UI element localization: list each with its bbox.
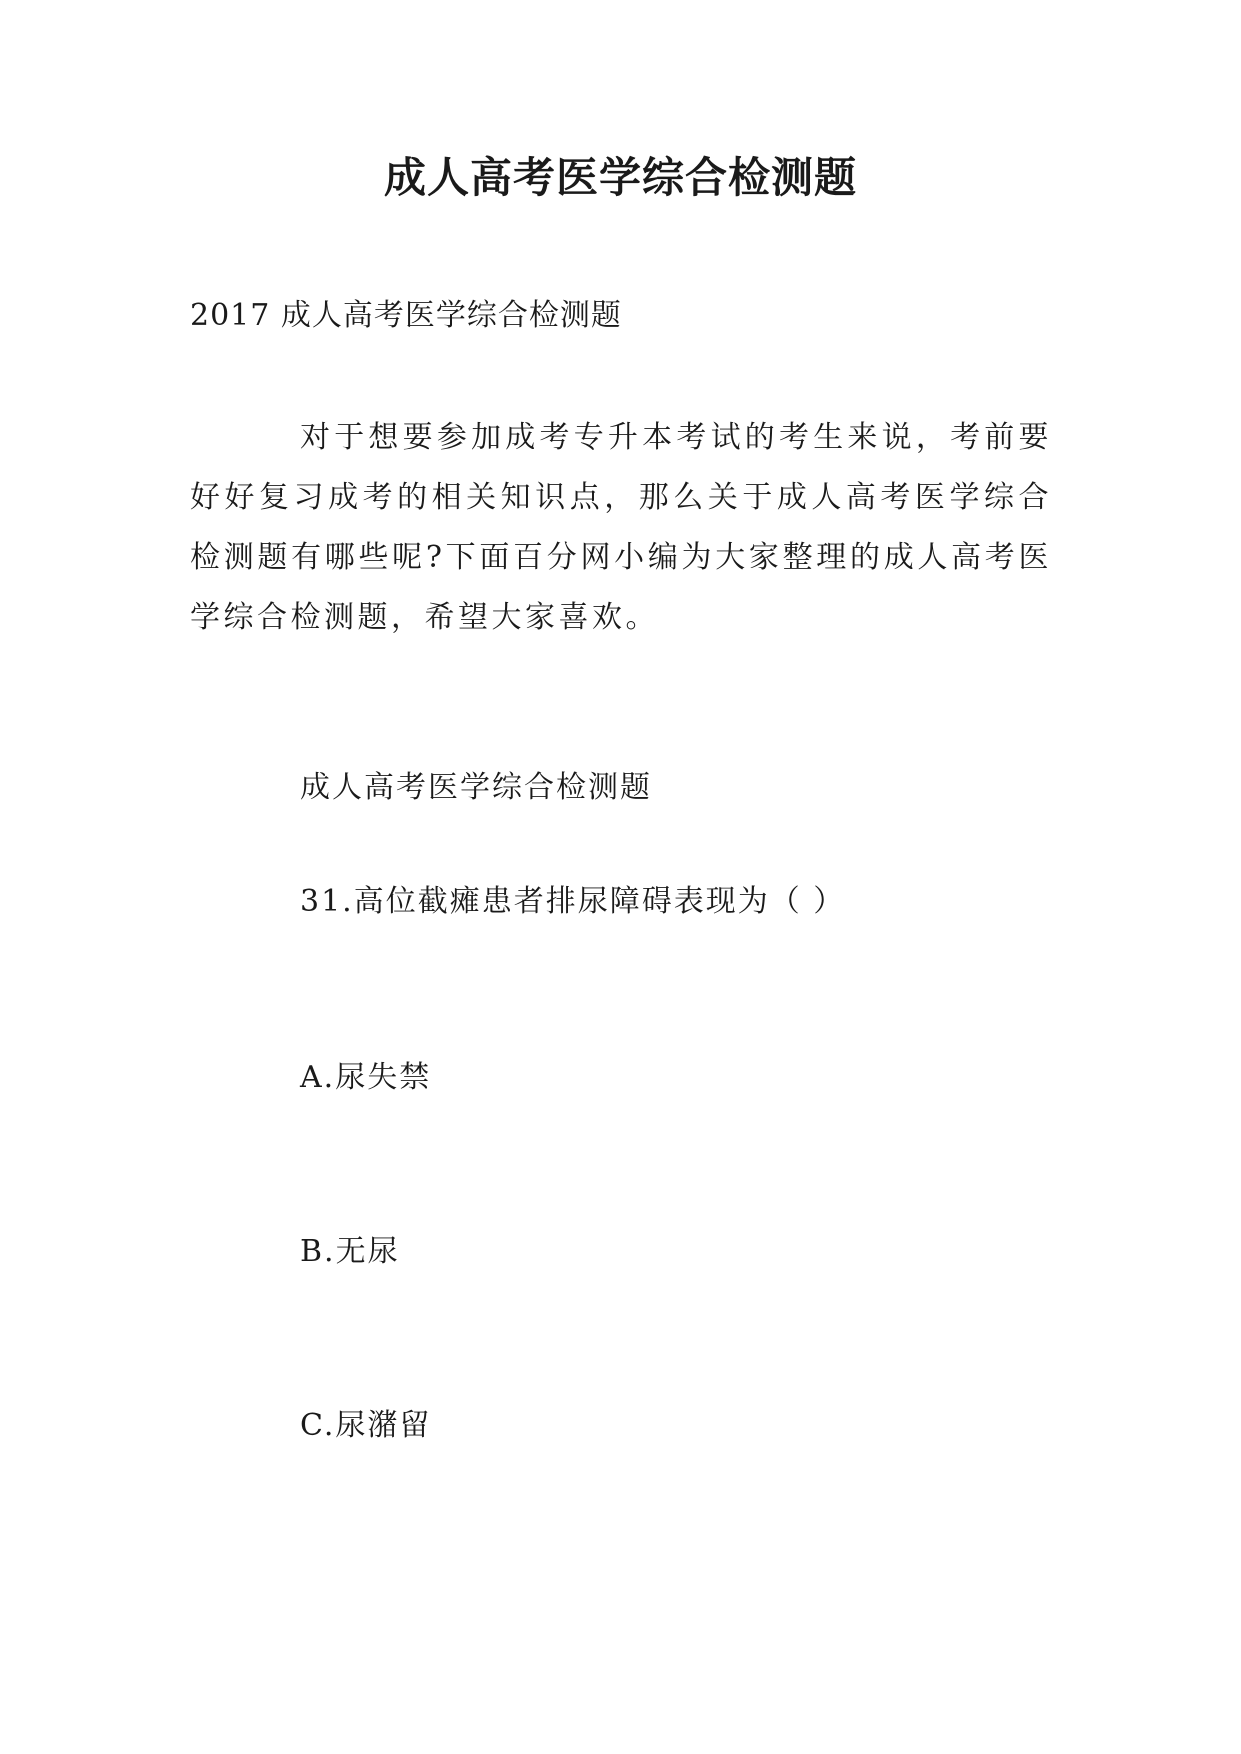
page-title: 成人高考医学综合检测题 [383,153,857,202]
answer-option-b: B.无尿 [300,1234,400,1269]
document-subtitle: 2017 成人高考医学综合检测题 [190,298,622,333]
answer-option-a: A.尿失禁 [300,1060,432,1095]
section-heading: 成人高考医学综合检测题 [300,770,652,805]
answer-option-c: C.尿潴留 [300,1408,432,1443]
intro-paragraph: 对于想要参加成考专升本考试的考生来说，考前要好好复习成考的相关知识点，那么关于成人高考医学综合检测题有哪些呢?下面百分网小编为大家整理的成人高考医学综合检测题，希望大家喜欢。 [190,420,1052,635]
question-text: 31.高位截瘫患者排尿障碍表现为（ ） [300,884,846,919]
